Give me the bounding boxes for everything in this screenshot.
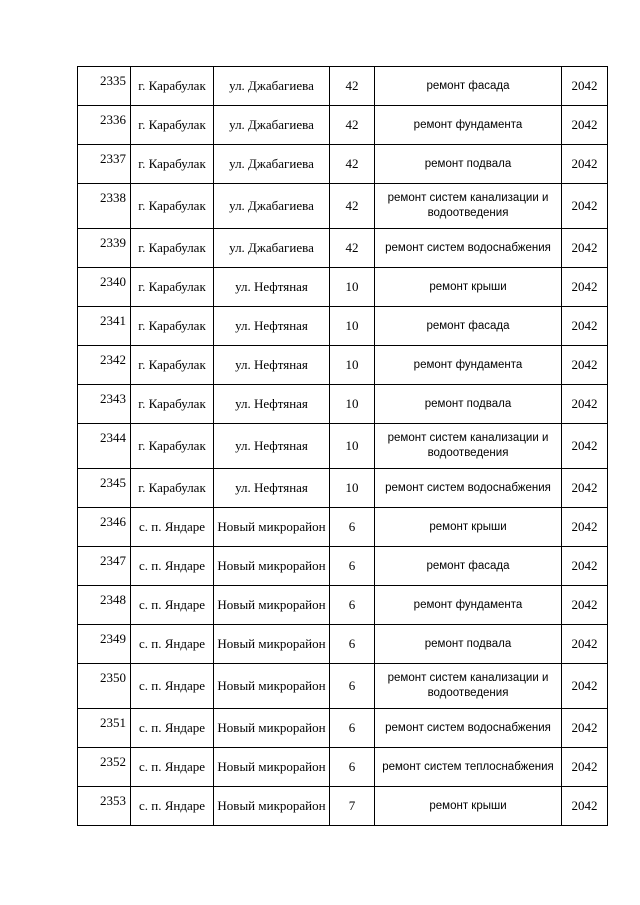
work-type-cell: ремонт систем канализации и водоотведения	[375, 424, 562, 469]
house-number-cell: 6	[330, 508, 375, 547]
work-type-cell: ремонт систем водоснабжения	[375, 469, 562, 508]
table-row	[78, 184, 608, 229]
house-number-cell: 10	[330, 424, 375, 469]
row-number: 2351	[78, 709, 131, 748]
street-cell: Новый микрорайон	[214, 709, 330, 748]
settlement-cell: с. п. Яндаре	[131, 664, 214, 709]
table-row	[78, 547, 608, 586]
year-cell: 2042	[562, 748, 608, 787]
row-number: 2341	[78, 307, 131, 346]
row-number: 2343	[78, 385, 131, 424]
street-cell: Новый микрорайон	[214, 547, 330, 586]
house-number-cell: 10	[330, 307, 375, 346]
house-number-cell: 6	[330, 586, 375, 625]
work-type-cell: ремонт подвала	[375, 145, 562, 184]
work-type-cell: ремонт фундамента	[375, 586, 562, 625]
house-number-cell: 42	[330, 106, 375, 145]
year-cell: 2042	[562, 346, 608, 385]
house-number-cell: 7	[330, 787, 375, 826]
street-cell: ул. Джабагиева	[214, 67, 330, 106]
work-type-cell: ремонт крыши	[375, 787, 562, 826]
settlement-cell: с. п. Яндаре	[131, 586, 214, 625]
work-type-cell: ремонт фасада	[375, 67, 562, 106]
year-cell: 2042	[562, 307, 608, 346]
house-number-cell: 6	[330, 625, 375, 664]
row-number: 2345	[78, 469, 131, 508]
work-type-cell: ремонт систем теплоснабжения	[375, 748, 562, 787]
settlement-cell: г. Карабулак	[131, 469, 214, 508]
house-number-cell: 6	[330, 547, 375, 586]
year-cell: 2042	[562, 709, 608, 748]
settlement-cell: г. Карабулак	[131, 307, 214, 346]
table-row	[78, 307, 608, 346]
row-number: 2337	[78, 145, 131, 184]
work-type-cell: ремонт фундамента	[375, 346, 562, 385]
row-number: 2338	[78, 184, 131, 229]
year-cell: 2042	[562, 586, 608, 625]
street-cell: ул. Джабагиева	[214, 106, 330, 145]
house-number-cell: 42	[330, 67, 375, 106]
settlement-cell: г. Карабулак	[131, 268, 214, 307]
table-row	[78, 748, 608, 787]
year-cell: 2042	[562, 469, 608, 508]
row-number: 2335	[78, 67, 131, 106]
street-cell: ул. Нефтяная	[214, 307, 330, 346]
house-number-cell: 10	[330, 469, 375, 508]
street-cell: Новый микрорайон	[214, 586, 330, 625]
work-type-cell: ремонт крыши	[375, 268, 562, 307]
year-cell: 2042	[562, 787, 608, 826]
settlement-cell: г. Карабулак	[131, 67, 214, 106]
house-number-cell: 42	[330, 184, 375, 229]
settlement-cell: с. п. Яндаре	[131, 625, 214, 664]
street-cell: ул. Нефтяная	[214, 346, 330, 385]
table-row	[78, 508, 608, 547]
work-type-cell: ремонт подвала	[375, 625, 562, 664]
table-row	[78, 346, 608, 385]
work-type-cell: ремонт фундамента	[375, 106, 562, 145]
year-cell: 2042	[562, 385, 608, 424]
house-number-cell: 42	[330, 229, 375, 268]
table-row	[78, 145, 608, 184]
work-type-cell: ремонт крыши	[375, 508, 562, 547]
street-cell: ул. Нефтяная	[214, 469, 330, 508]
year-cell: 2042	[562, 625, 608, 664]
work-type-cell: ремонт систем канализации и водоотведения	[375, 664, 562, 709]
street-cell: ул. Джабагиева	[214, 145, 330, 184]
year-cell: 2042	[562, 268, 608, 307]
table-row	[78, 709, 608, 748]
row-number: 2342	[78, 346, 131, 385]
year-cell: 2042	[562, 424, 608, 469]
settlement-cell: г. Карабулак	[131, 184, 214, 229]
work-type-cell: ремонт систем канализации и водоотведения	[375, 184, 562, 229]
street-cell: Новый микрорайон	[214, 625, 330, 664]
row-number: 2348	[78, 586, 131, 625]
year-cell: 2042	[562, 145, 608, 184]
row-number: 2340	[78, 268, 131, 307]
street-cell: Новый микрорайон	[214, 508, 330, 547]
house-number-cell: 6	[330, 709, 375, 748]
year-cell: 2042	[562, 229, 608, 268]
street-cell: ул. Нефтяная	[214, 424, 330, 469]
settlement-cell: г. Карабулак	[131, 346, 214, 385]
year-cell: 2042	[562, 547, 608, 586]
table-row	[78, 424, 608, 469]
table-row	[78, 625, 608, 664]
year-cell: 2042	[562, 106, 608, 145]
settlement-cell: с. п. Яндаре	[131, 508, 214, 547]
work-type-cell: ремонт фасада	[375, 547, 562, 586]
settlement-cell: г. Карабулак	[131, 385, 214, 424]
work-type-cell: ремонт подвала	[375, 385, 562, 424]
settlement-cell: с. п. Яндаре	[131, 748, 214, 787]
settlement-cell: г. Карабулак	[131, 229, 214, 268]
year-cell: 2042	[562, 664, 608, 709]
year-cell: 2042	[562, 508, 608, 547]
house-number-cell: 6	[330, 748, 375, 787]
house-number-cell: 42	[330, 145, 375, 184]
table-row	[78, 106, 608, 145]
work-type-cell: ремонт систем водоснабжения	[375, 709, 562, 748]
table-row	[78, 586, 608, 625]
table-body	[78, 67, 608, 826]
repair-schedule-table	[77, 66, 608, 826]
street-cell: ул. Джабагиева	[214, 184, 330, 229]
house-number-cell: 10	[330, 385, 375, 424]
table-row	[78, 664, 608, 709]
house-number-cell: 10	[330, 346, 375, 385]
settlement-cell: г. Карабулак	[131, 106, 214, 145]
street-cell: ул. Нефтяная	[214, 268, 330, 307]
table-row	[78, 385, 608, 424]
table-row	[78, 67, 608, 106]
table-row	[78, 268, 608, 307]
street-cell: Новый микрорайон	[214, 748, 330, 787]
table-row	[78, 469, 608, 508]
work-type-cell: ремонт фасада	[375, 307, 562, 346]
street-cell: Новый микрорайон	[214, 787, 330, 826]
table-row	[78, 787, 608, 826]
row-number: 2336	[78, 106, 131, 145]
row-number: 2353	[78, 787, 131, 826]
row-number: 2352	[78, 748, 131, 787]
work-type-cell: ремонт систем водоснабжения	[375, 229, 562, 268]
row-number: 2344	[78, 424, 131, 469]
row-number: 2346	[78, 508, 131, 547]
settlement-cell: с. п. Яндаре	[131, 787, 214, 826]
row-number: 2339	[78, 229, 131, 268]
street-cell: ул. Нефтяная	[214, 385, 330, 424]
settlement-cell: с. п. Яндаре	[131, 709, 214, 748]
row-number: 2350	[78, 664, 131, 709]
row-number: 2349	[78, 625, 131, 664]
year-cell: 2042	[562, 67, 608, 106]
street-cell: Новый микрорайон	[214, 664, 330, 709]
settlement-cell: г. Карабулак	[131, 424, 214, 469]
settlement-cell: г. Карабулак	[131, 145, 214, 184]
house-number-cell: 10	[330, 268, 375, 307]
row-number: 2347	[78, 547, 131, 586]
house-number-cell: 6	[330, 664, 375, 709]
settlement-cell: с. п. Яндаре	[131, 547, 214, 586]
table-row	[78, 229, 608, 268]
year-cell: 2042	[562, 184, 608, 229]
street-cell: ул. Джабагиева	[214, 229, 330, 268]
